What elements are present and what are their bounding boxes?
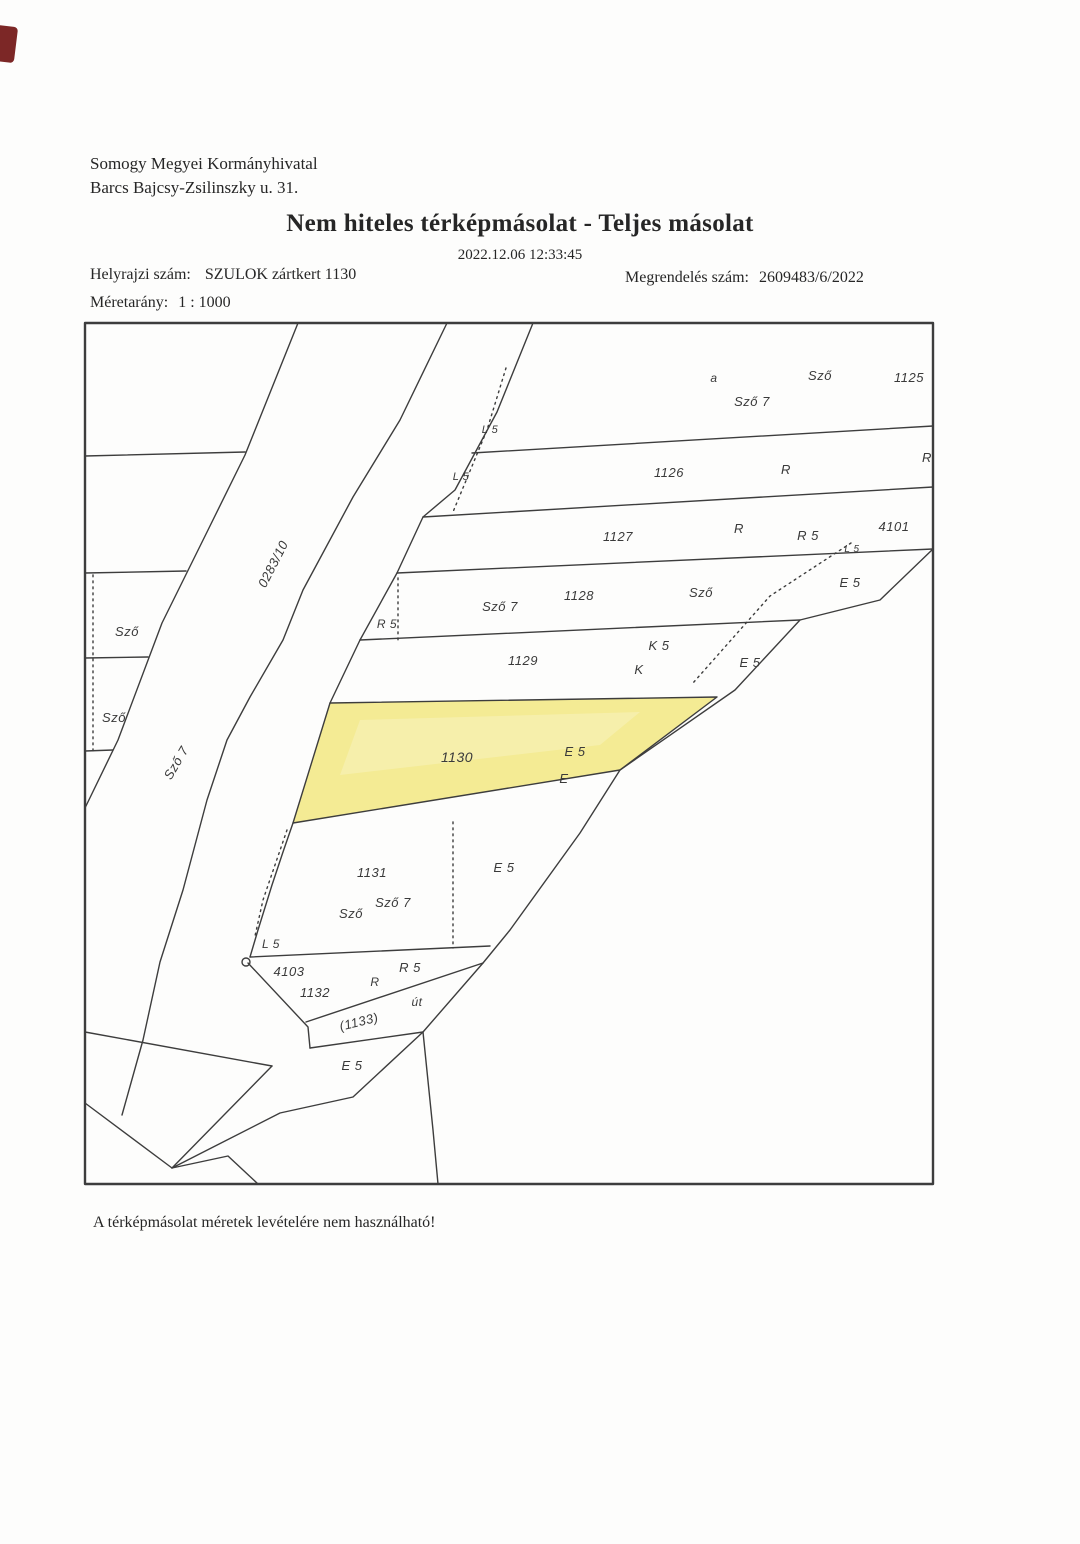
document-timestamp: 2022.12.06 12:33:45 (457, 247, 583, 263)
map-label-r: R (922, 450, 932, 465)
map-label-1128: 1128 (564, 588, 594, 603)
map-label-sz: Sző (339, 906, 363, 921)
map-label-e5: E 5 (739, 655, 761, 670)
map-label-k5: K 5 (648, 638, 670, 653)
map-label-e5: E 5 (493, 860, 515, 875)
map-label-e: E (559, 771, 569, 786)
map-label-l5: L 5 (481, 424, 499, 436)
map-label-e5: E 5 (839, 575, 861, 590)
map-label-e5: E 5 (341, 1058, 363, 1073)
document-title: Nem hiteles térképmásolat - Teljes másolat (286, 210, 754, 237)
map-label-1129: 1129 (508, 653, 538, 668)
scale-value: 1 : 1000 (178, 294, 231, 311)
map-label-a: a (710, 371, 718, 385)
scale-label: Méretarány: (90, 294, 169, 311)
left-parcel-divider (85, 571, 186, 573)
map-label-r: R (781, 462, 791, 477)
map-label-r5: R 5 (399, 960, 421, 975)
map-label-1127: 1127 (603, 529, 633, 544)
bottom-left-boundary (85, 1032, 272, 1066)
row-divider-1126-1127 (423, 487, 933, 517)
left-parcel-divider (85, 657, 148, 658)
parcel-number-value: SZULOK zártkert 1130 (204, 266, 357, 283)
parcel-1131-bottom-boundary (250, 946, 490, 957)
order-number-value: 2609483/6/2022 (758, 269, 864, 286)
office-name: Somogy Megyei Kormányhivatal (90, 154, 318, 173)
map-label-4103: 4103 (273, 964, 305, 979)
map-label-1126: 1126 (654, 465, 684, 480)
map-label-sz7: Sző 7 (375, 895, 411, 910)
left-parcel-divider (85, 452, 245, 456)
map-label-sz: Sző (808, 368, 832, 383)
map-label-sz7: Sző 7 (734, 394, 770, 409)
dotted-survey-line-1131-left (255, 830, 287, 936)
office-address: Barcs Bajcsy-Zsilinszky u. 31. (90, 178, 299, 197)
map-label-r5: R 5 (376, 617, 398, 631)
map-label-r: R (734, 521, 744, 536)
e5-lower-left-boundary (172, 1032, 423, 1168)
map-label-l5: L 5 (262, 937, 280, 951)
map-label-1125: 1125 (894, 370, 924, 385)
map-label-sz: Sző (689, 585, 713, 600)
bottom-left-boundary (172, 1066, 272, 1168)
map-label-t: út (411, 995, 423, 1009)
map-label-4101: 4101 (878, 519, 910, 534)
map-label-sz: Sző (102, 710, 126, 725)
bottom-left-boundary (85, 1103, 172, 1168)
map-label-sz: Sző (115, 624, 139, 639)
map-label-e5: E 5 (564, 744, 586, 759)
footer-disclaimer: A térképmásolat méretek levételére nem használható! (93, 1214, 436, 1231)
left-parcel-divider (85, 750, 113, 751)
parcel-number-label: Helyrajzi szám: (90, 266, 191, 283)
map-label-k: K (634, 662, 644, 677)
dotted-survey-line-upper (453, 368, 506, 512)
map-label-1131: 1131 (357, 865, 387, 880)
bottom-left-boundary (172, 1156, 258, 1184)
boundary-point-marker (242, 958, 250, 966)
map-label-r5: R 5 (797, 528, 819, 543)
map-label-sz7: Sző 7 (482, 599, 518, 614)
road-1133-lower-edge (310, 1032, 423, 1048)
map-label-l5: L 5 (452, 471, 470, 483)
map-label-1133: (1133) (337, 1009, 380, 1034)
order-number-label: Megrendelés szám: (625, 269, 749, 286)
map-label-028310: 0283/10 (254, 538, 292, 590)
map-label-sz7: Sző 7 (160, 743, 192, 782)
map-label-r: R (370, 975, 380, 989)
map-label-1130: 1130 (440, 749, 474, 765)
map-label-l5: L 5 (844, 544, 860, 555)
row-divider-1125-1126 (472, 426, 933, 453)
map-label-1132: 1132 (300, 985, 330, 1000)
